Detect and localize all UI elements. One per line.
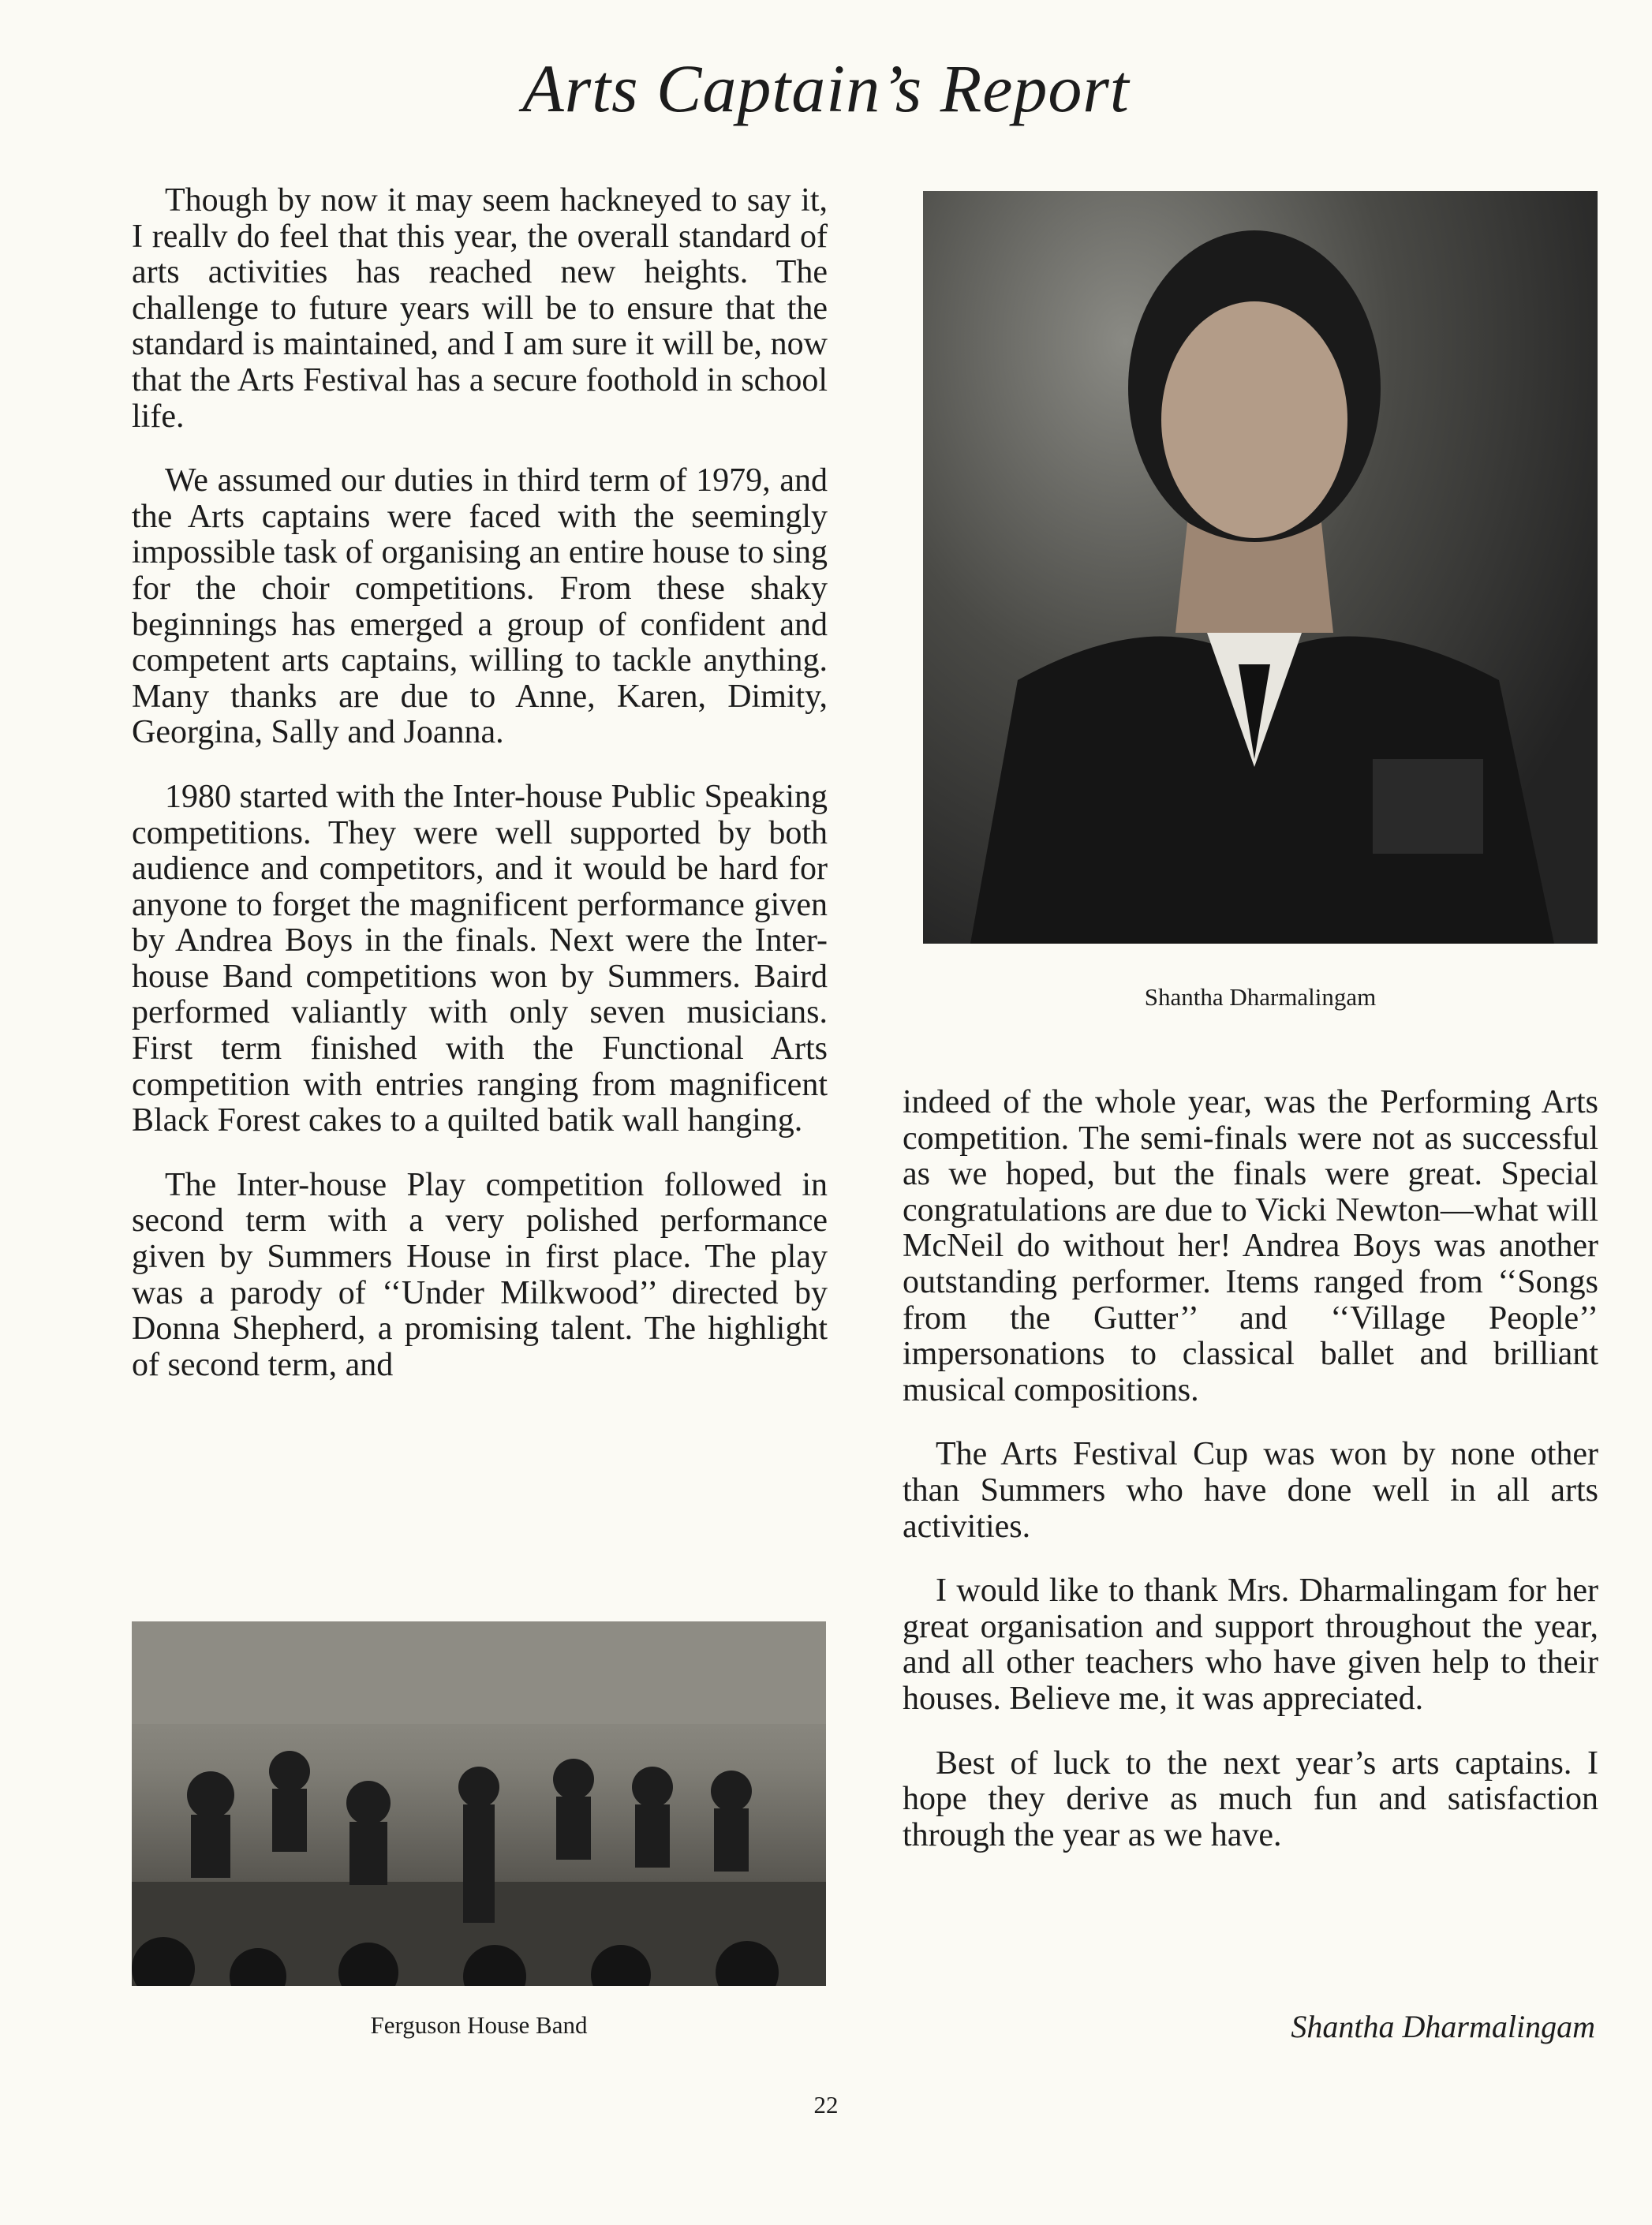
portrait-illustration bbox=[923, 191, 1598, 944]
paragraph: indeed of the whole year, was the Performing Arts competition. The semi-finals were not as successful as we hoped, but the finals were great. Special congratulations are due to Vicki Newton—what will McNeil do without her! Andrea Boys was another outstanding performer. Items ranged from ‘‘Songs from the Gutter’’ and ‘‘Village People’’ impersonations to classical ballet and brilliant musical compositions. bbox=[903, 1084, 1598, 1408]
band-illustration bbox=[132, 1621, 826, 1986]
paragraph: We assumed our duties in third term of 1979, and the Arts captains were faced with the seemingly impossible task of organising an entire house to sing for the choir competitions. From these shaky beginnings has emerged a group of confident and competent arts captains, willing to tackle anything. Many thanks are due to Anne, Karen, Dimity, Georgina, Sally and Joanna. bbox=[132, 462, 828, 751]
band-photo bbox=[132, 1621, 826, 1986]
page-title: Arts Captain’s Report bbox=[522, 50, 1130, 126]
left-column bbox=[132, 183, 828, 1383]
paragraph: The Inter-house Play competition followed in second term with a very polished performance given by Summers House in first place. The play was a parody of ‘‘Under Milkwood’’ directed by Donna Shepherd, a promising talent. The highlight of second term, and bbox=[132, 1166, 828, 1383]
right-column bbox=[903, 1085, 1598, 1853]
portrait-photo bbox=[923, 191, 1598, 944]
paragraph: Though by now it may seem hackneyed to say it, I reallv do feel that this year, the overall standard of arts activities has reached new heights. The challenge to future years will be to ensure that the standard is maintained, and I am sure it will be, now that the Arts Festival has a secure foothold in school life. bbox=[132, 182, 828, 435]
paragraph: 1980 started with the Inter-house Public Speaking competitions. They were well supported by both audience and competitors, and it would be hard for anyone to forget the magnificent performance given by Andrea Boys in the finals. Next were the Inter-house Band competitions won by Summers. Baird performed valiantly with only seven musicians. First term finished with the Functional Arts competition with entries ranging from magnificent Black Forest cakes to a quilted batik wall hanging. bbox=[132, 778, 828, 1139]
page-number: 22 bbox=[813, 2091, 839, 2118]
portrait-caption: Shantha Dharmalingam bbox=[1144, 983, 1377, 1011]
paragraph: I would like to thank Mrs. Dharmalingam for her great organisation and support throughout the year, and all other teachers who have given help to their houses. Believe me, it was appreciated. bbox=[903, 1572, 1598, 1717]
signature: Shantha Dharmalingam bbox=[1291, 2009, 1595, 2044]
paragraph: The Arts Festival Cup was won by none other than Summers who have done well in all arts activities. bbox=[903, 1436, 1598, 1545]
paragraph: Best of luck to the next year’s arts captains. I hope they derive as much fun and satisfaction through the year as we have. bbox=[903, 1744, 1598, 1853]
band-caption: Ferguson House Band bbox=[370, 2011, 588, 2039]
